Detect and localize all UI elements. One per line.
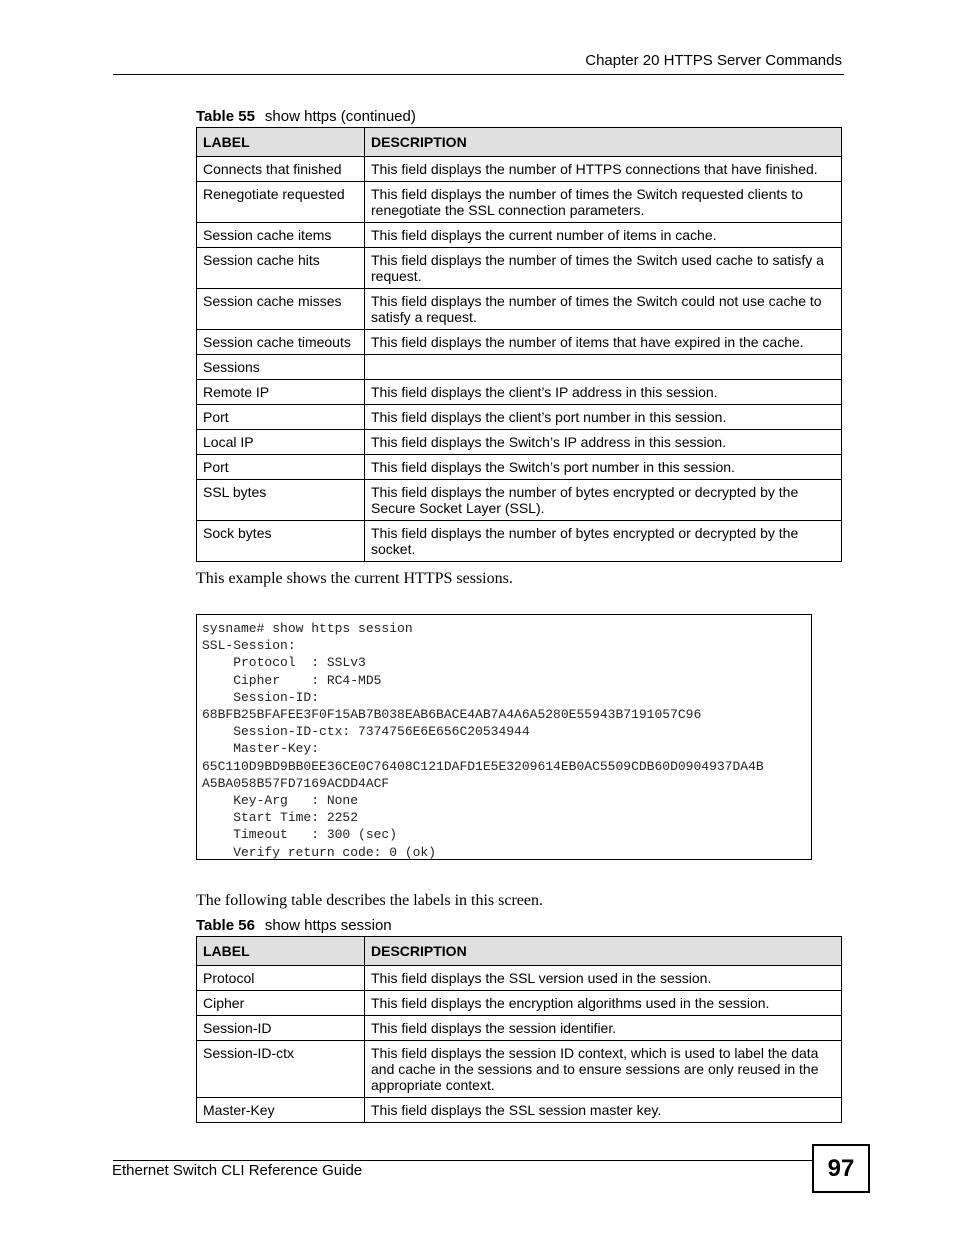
table-row xyxy=(197,380,842,405)
table-55-title: show https (continued) xyxy=(264,108,416,125)
column-header-label: LABEL xyxy=(197,128,365,157)
row-description: This field displays the Switch’s IP address in this session. xyxy=(365,430,842,455)
code-line: Master-Key: xyxy=(202,741,320,757)
footer-rule xyxy=(113,1160,812,1161)
code-line: Timeout : 300 (sec) xyxy=(202,827,398,843)
table-row xyxy=(197,289,842,330)
row-label: Cipher xyxy=(197,991,365,1016)
running-header: Chapter 20 HTTPS Server Commands xyxy=(585,52,842,69)
row-description: This field displays the client’s IP address in this session. xyxy=(365,380,842,405)
table-row xyxy=(197,330,842,355)
table-row xyxy=(197,991,842,1016)
code-line: Start Time: 2252 xyxy=(202,810,359,826)
table-55-caption xyxy=(196,108,416,125)
table-row xyxy=(197,405,842,430)
table-56-number: Table 56 xyxy=(196,917,255,934)
row-description: This field displays the number of bytes encrypted or decrypted by the Secure Socket Layer (SSL). xyxy=(365,480,842,521)
row-description: This field displays the current number of items in cache. xyxy=(365,223,842,248)
row-description: This field displays the number of items that have expired in the cache. xyxy=(365,330,842,355)
header-rule xyxy=(113,74,844,75)
row-label: Sock bytes xyxy=(197,521,365,562)
row-label: Port xyxy=(197,455,365,480)
page-number: 97 xyxy=(812,1144,870,1193)
table-56-caption xyxy=(196,917,392,934)
code-line: Session-ID: xyxy=(202,689,320,705)
row-description: This field displays the SSL session master key. xyxy=(365,1098,842,1123)
column-header-description: DESCRIPTION xyxy=(365,128,842,157)
table-56-title: show https session xyxy=(264,917,392,934)
example-intro: This example shows the current HTTPS sessions. xyxy=(196,570,513,587)
row-label: Session cache hits xyxy=(197,248,365,289)
code-line: sysname# show https session xyxy=(202,621,413,636)
table-header-row xyxy=(197,937,842,966)
code-line: 68BFB25BFAFEE3F0F15AB7B038EAB6BACE4AB7A4A6A5280E55943B7191057C96 xyxy=(202,707,702,723)
table-row xyxy=(197,1098,842,1123)
row-label: Master-Key xyxy=(197,1098,365,1123)
code-example xyxy=(196,614,812,860)
table-row xyxy=(197,182,842,223)
code-line: SSL-Session: xyxy=(202,638,296,654)
row-description: This field displays the client’s port number in this session. xyxy=(365,405,842,430)
row-label: Session-ID-ctx xyxy=(197,1041,365,1098)
row-description: This field displays the session identifier. xyxy=(365,1016,842,1041)
row-description: This field displays the SSL version used in the session. xyxy=(365,966,842,991)
table-row xyxy=(197,157,842,182)
row-label: Protocol xyxy=(197,966,365,991)
table-row xyxy=(197,430,842,455)
row-label: Local IP xyxy=(197,430,365,455)
table-55-number: Table 55 xyxy=(196,108,255,125)
table-row xyxy=(197,1016,842,1041)
table-row xyxy=(197,480,842,521)
row-label: Session cache items xyxy=(197,223,365,248)
row-label: Session cache timeouts xyxy=(197,330,365,355)
row-label: Session-ID xyxy=(197,1016,365,1041)
row-description: This field displays the encryption algorithms used in the session. xyxy=(365,991,842,1016)
table-row xyxy=(197,223,842,248)
table-row xyxy=(197,248,842,289)
row-label: Connects that finished xyxy=(197,157,365,182)
table-55 xyxy=(196,127,842,562)
row-description: This field displays the Switch’s port number in this session. xyxy=(365,455,842,480)
table-row xyxy=(197,966,842,991)
code-line: 65C110D9BD9BB0EE36CE0C76408C121DAFD1E5E3209614EB0AC5509CDB60D0904937DA4B xyxy=(202,758,764,774)
footer-guide-title: Ethernet Switch CLI Reference Guide xyxy=(112,1162,363,1179)
table-intro: The following table describes the labels in this screen. xyxy=(196,892,544,909)
table-header-row xyxy=(197,128,842,157)
row-label: SSL bytes xyxy=(197,480,365,521)
row-description: This field displays the session ID context, which is used to label the data and cache in the sessions and to ensure sessions are only reused in the appropriate context. xyxy=(365,1041,842,1098)
row-label: Session cache misses xyxy=(197,289,365,330)
row-description: This field displays the number of times the Switch could not use cache to satisfy a request. xyxy=(365,289,842,330)
row-description: This field displays the number of bytes encrypted or decrypted by the socket. xyxy=(365,521,842,562)
table-56 xyxy=(196,936,842,1123)
column-header-label: LABEL xyxy=(197,937,365,966)
row-label: Remote IP xyxy=(197,380,365,405)
row-description xyxy=(365,355,842,380)
code-line: Protocol : SSLv3 xyxy=(202,655,366,671)
table-row xyxy=(197,355,842,380)
row-description: This field displays the number of times the Switch requested clients to renegotiate the SSL connection parameters. xyxy=(365,182,842,223)
code-line: Cipher : RC4-MD5 xyxy=(202,672,382,688)
row-description: This field displays the number of HTTPS connections that have finished. xyxy=(365,157,842,182)
table-row xyxy=(197,521,842,562)
code-line: A5BA058B57FD7169ACDD4ACF xyxy=(202,775,390,791)
code-line: Key-Arg : None xyxy=(202,793,359,809)
row-label: Port xyxy=(197,405,365,430)
column-header-description: DESCRIPTION xyxy=(365,937,842,966)
code-line: Verify return code: 0 (ok) xyxy=(202,844,437,860)
table-row xyxy=(197,1041,842,1098)
row-description: This field displays the number of times the Switch used cache to satisfy a request. xyxy=(365,248,842,289)
code-line: Session-ID-ctx: 7374756E6E656C20534944 xyxy=(202,724,530,740)
table-row xyxy=(197,455,842,480)
row-label: Renegotiate requested xyxy=(197,182,365,223)
row-label: Sessions xyxy=(197,355,365,380)
